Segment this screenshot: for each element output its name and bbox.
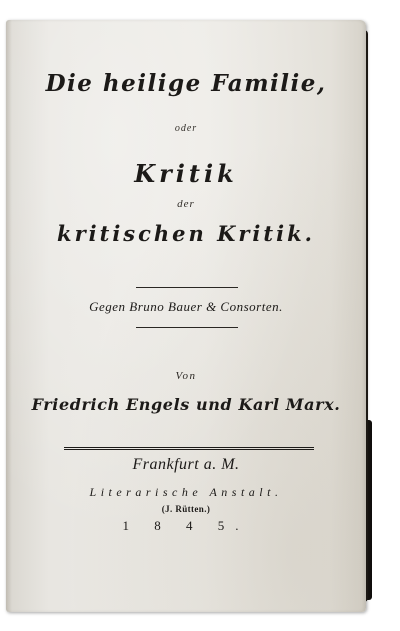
subtitle-rest: kritischen Kritik. xyxy=(57,221,315,246)
subtitle-main: Kritik xyxy=(134,159,238,188)
imprint-double-rule xyxy=(64,447,314,450)
authors: Friedrich Engels und Karl Marx. xyxy=(31,395,341,414)
imprint-publisher: Literarische Anstalt. xyxy=(89,485,283,499)
imprint-year: 1 8 4 5. xyxy=(122,518,250,533)
title-page xyxy=(6,20,366,612)
imprint-place: Frankfurt a. M. xyxy=(132,456,240,473)
imprint-printer: (J. Rütten.) xyxy=(161,504,211,514)
by-label: Von xyxy=(175,370,197,382)
dedication-rule-bottom xyxy=(136,327,238,328)
dedication-line: Gegen Bruno Bauer & Consorten. xyxy=(89,299,283,314)
dedication-rule-top xyxy=(136,287,238,288)
book-title: Die heilige Familie, xyxy=(45,70,327,97)
title-conjunction: oder xyxy=(174,123,198,134)
subtitle-article: der xyxy=(177,198,195,210)
